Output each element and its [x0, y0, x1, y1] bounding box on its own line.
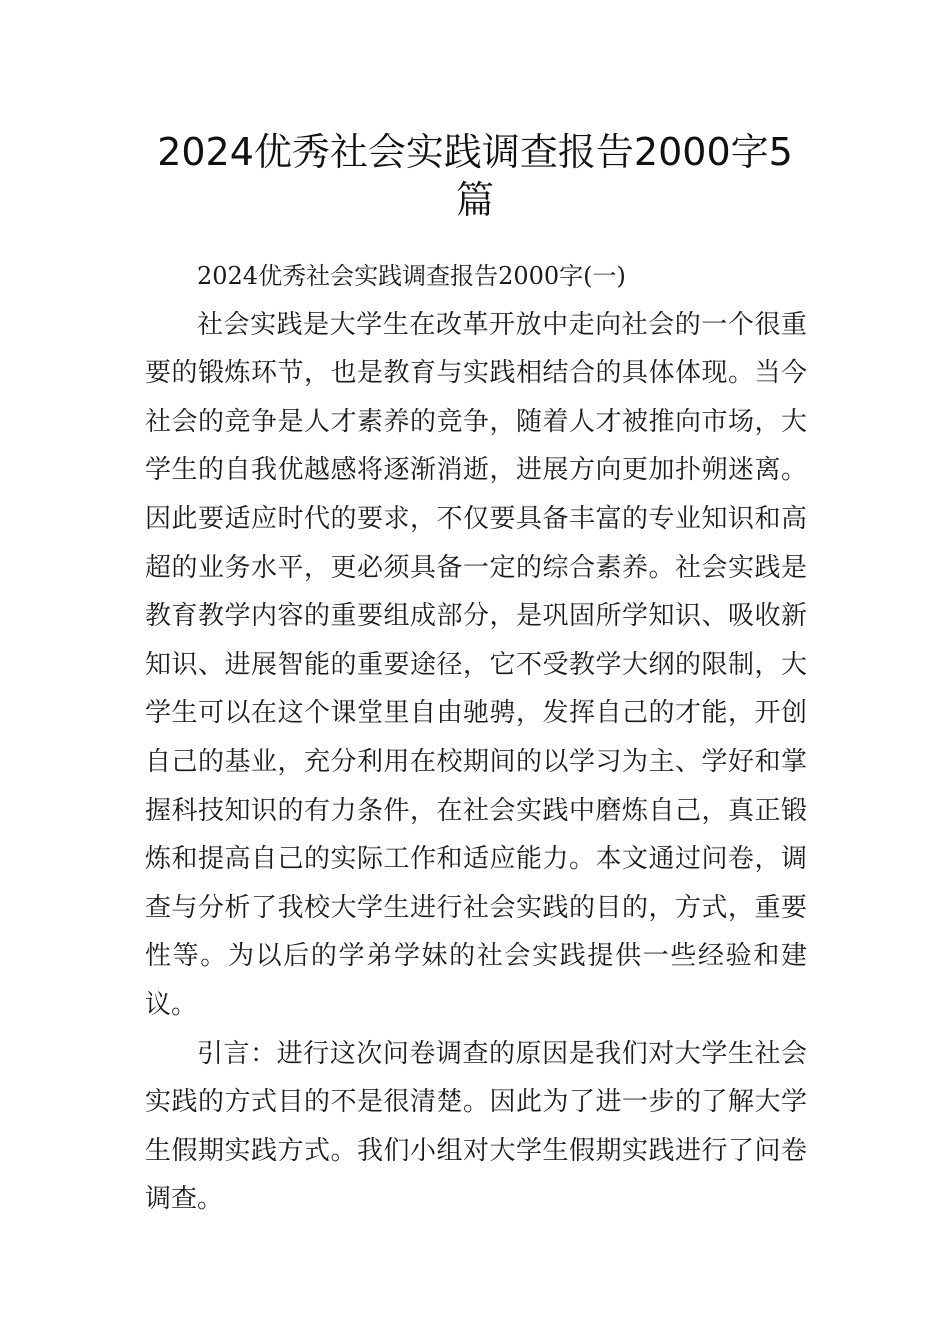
paragraph-intro: 社会实践是大学生在改革开放中走向社会的一个很重要的锻炼环节，也是教育与实践相结合的具体体现。当今社会的竞争是人才素养的竞争，随着人才被推向市场，大学生的自我优越感将逐渐消逝，进展方向更加扑朔迷离。因此要适应时代的要求，不仅要具备丰富的专业知识和高超的业务水平，更必须具备一定的综合素养。社会实践是教育教学内容的重要组成部分，是巩固所学知识、吸收新知识、进展智能的重要途径，它不受教学大纲的限制，大学生可以在这个课堂里自由驰骋，发挥自己的才能，开创自己的基业，充分利用在校期间的以学习为主、学好和掌握科技知识的有力条件，在社会实践中磨炼自己，真正锻炼和提高自己的实际工作和适应能力。本文通过问卷，调查与分析了我校大学生进行社会实践的目的，方式，重要性等。为以后的学弟学妹的社会实践提供一些经验和建议。 — [145, 309, 807, 1020]
document-body — [145, 252, 807, 1224]
paragraph-preface: 引言：进行这次问卷调查的原因是我们对大学生社会实践的方式目的不是很清楚。因此为了进一步的了解大学生假期实践方式。我们小组对大学生假期实践进行了问卷调查。 — [145, 1038, 807, 1215]
document-title: 2024优秀社会实践调查报告2000字5篇 — [157, 130, 793, 222]
section-heading: 2024优秀社会实践调查报告2000字(一) — [197, 262, 626, 290]
